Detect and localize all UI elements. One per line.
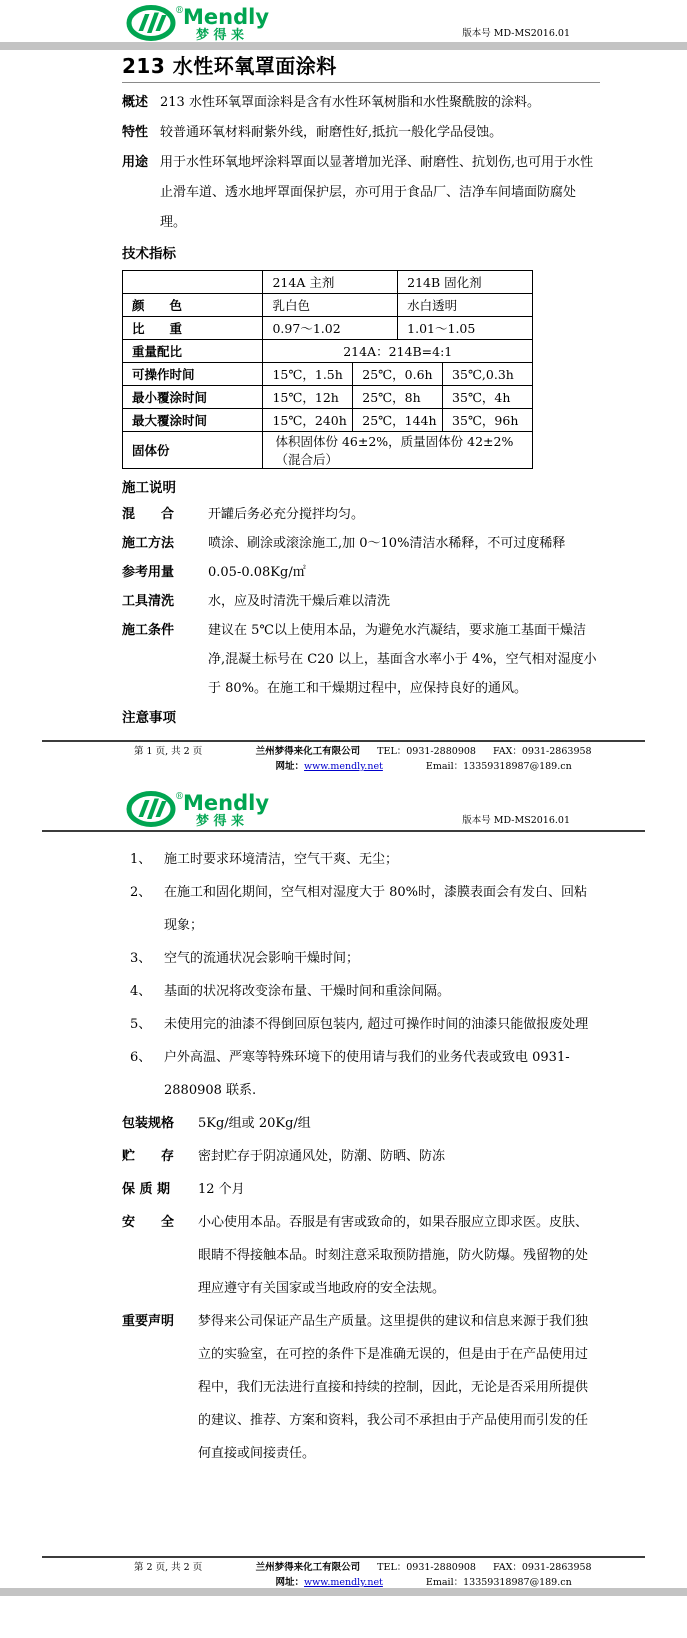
footer-contact-block (202, 744, 645, 774)
precaution-item-6 (122, 1041, 600, 1107)
storage-text: 密封贮存于阴凉通风处，防潮、防晒、防冻 (198, 1149, 446, 1164)
min-recoat-35c: 35℃，4h (443, 386, 533, 409)
table-row-max-recoat (123, 409, 533, 432)
statement-row (122, 1305, 600, 1470)
min-recoat-15c: 15℃，12h (263, 386, 353, 409)
safety-label: 安 全 (122, 1215, 175, 1230)
mix-text: 开罐后务必充分搅拌均匀。 (208, 507, 365, 522)
overview-text: 213 水性环氧罩面涂料是含有水性环氧树脂和水性聚酰胺的涂料。 (160, 95, 540, 110)
brand-name-cn: 梦 得 来 (196, 814, 245, 828)
mix-label: 混 合 (122, 507, 175, 522)
max-recoat-25c: 25℃，144h (353, 409, 443, 432)
condition-text: 建议在 5℃以上使用本品，为避免水汽凝结，要求施工基面干燥洁净,混凝土标号在 C20 以上，基面含水率小于 4%，空气相对湿度小于 80%。在施工和干燥期过程中，应保持良好的通风。 (208, 623, 597, 696)
ratio-value: 214A：214B=4:1 (263, 340, 533, 363)
table-corner-cell (123, 271, 263, 294)
brand-name: Mendly (183, 5, 270, 29)
safety-row (122, 1206, 600, 1305)
website-label: 网址： (275, 761, 305, 772)
page-number-info: 第 1 页, 共 2 页 (134, 746, 203, 757)
shelf-life-label: 保 质 期 (122, 1182, 171, 1197)
item-text: 空气的流通状况会影响干燥时间； (164, 951, 360, 966)
item-number: 2、 (130, 885, 152, 900)
construction-title: 施工说明 (122, 480, 176, 496)
tech-specs-table (122, 270, 533, 469)
packing-label: 包装规格 (122, 1116, 175, 1131)
footer-line1 (256, 746, 592, 757)
feature-row (122, 118, 600, 148)
usage-text: 用于水性环氧地坪涂料罩面以显著增加光泽、耐磨性、抗划伤,也可用于水性止滑车道、透水地坪罩面保护层，亦可用于食品厂、洁净车间墙面防腐处理。 (160, 155, 594, 230)
color-214b: 水白透明 (398, 294, 533, 317)
item-text: 基面的状况将改变涂布量、干燥时间和重涂间隔。 (164, 984, 451, 999)
tool-cleaning-text: 水，应及时清洗干燥后难以清洗 (208, 594, 391, 609)
packing-row (122, 1107, 600, 1140)
min-recoat-label: 最小覆涂时间 (123, 386, 263, 409)
item-number: 1、 (130, 852, 152, 867)
color-label: 颜 色 (123, 294, 263, 317)
header-divider-band (0, 42, 687, 50)
gravity-label: 比 重 (123, 317, 263, 340)
feature-label: 特性 (122, 125, 149, 140)
pot-life-35c: 35℃,0.3h (443, 363, 533, 386)
storage-row (122, 1140, 600, 1173)
company-name: 兰州梦得来化工有限公司 (255, 746, 361, 757)
precaution-item-4 (122, 975, 600, 1008)
method-row (122, 529, 600, 558)
statement-label: 重要声明 (122, 1314, 175, 1329)
construction-rows (122, 500, 600, 703)
version-label: 版本号 MD-MS2016.01 (462, 815, 570, 826)
table-row-min-recoat (123, 386, 533, 409)
max-recoat-35c: 35℃，96h (443, 409, 533, 432)
safety-text: 小心使用本品。吞服是有害或致命的，如果吞服应立即求医。皮肤、眼睛不得接触本品。时刻注意采取预防措施，防火防爆。残留物的处理应遵守有关国家或当地政府的安全法规。 (198, 1215, 589, 1296)
shelf-life-row (122, 1173, 600, 1206)
solids-value: 体积固体份 46±2%，质量固体份 42±2%（混合后） (263, 432, 533, 469)
storage-label: 贮 存 (122, 1149, 175, 1164)
solids-label: 固体份 (123, 432, 263, 469)
version-label: 版本号 MD-MS2016.01 (462, 28, 570, 39)
pot-life-label: 可操作时间 (123, 363, 263, 386)
page2-content (122, 843, 600, 1470)
tech-specs-title: 技术指标 (122, 246, 176, 262)
mendly-logo-icon (126, 788, 288, 828)
page-bottom-band (0, 1588, 687, 1596)
page-1 (0, 0, 687, 780)
min-recoat-25c: 25℃，8h (353, 386, 443, 409)
precaution-item-3 (122, 942, 600, 975)
statement-text: 梦得来公司保证产品生产质量。这里提供的建议和信息来源于我们独立的实验室，在可控的条件下是准确无误的，但是由于在产品使用过程中，我们无法进行直接和持续的控制，因此，无论是否采用所提供的建议、推荐、方案和资料，我公司不承担由于产品使用而引发的任何直接或间接责任。 (198, 1314, 589, 1461)
max-recoat-15c: 15℃，240h (263, 409, 353, 432)
item-number: 4、 (130, 984, 152, 999)
gravity-214a: 0.97～1.02 (263, 317, 398, 340)
footer-contact-block (202, 1560, 645, 1590)
fax-number: FAX：0931-2863958 (492, 746, 592, 757)
registered-mark: ® (175, 6, 184, 16)
method-text: 喷涂、刷涂或滚涂施工,加 0～10%清洁水稀释，不可过度稀释 (208, 536, 566, 551)
overview-row (122, 88, 600, 118)
page1-content (122, 53, 600, 730)
condition-row (122, 616, 600, 703)
brand-name: Mendly (183, 791, 270, 815)
company-name: 兰州梦得来化工有限公司 (255, 1562, 361, 1573)
dosage-label: 参考用量 (122, 565, 175, 580)
item-text: 户外高温、严寒等特殊环境下的使用请与我们的业务代表或致电 0931-2880908 联系. (164, 1050, 570, 1098)
mendly-logo-icon (126, 2, 288, 42)
tool-cleaning-label: 工具清洗 (122, 594, 175, 609)
item-text: 未使用完的油漆不得倒回原包装内, 超过可操作时间的油漆只能做报废处理 (164, 1017, 589, 1032)
precaution-item-2 (122, 876, 600, 942)
feature-text: 较普通环氧材料耐紫外线，耐磨性好,抵抗一般化学品侵蚀。 (160, 125, 503, 140)
fax-number: FAX：0931-2863958 (492, 1562, 592, 1573)
tel-number: TEL：0931-2880908 (377, 746, 476, 757)
brand-name-cn: 梦 得 来 (196, 28, 245, 42)
precautions-title: 注意事项 (122, 710, 176, 726)
page1-header (0, 0, 687, 42)
precaution-item-1 (122, 843, 600, 876)
email-address: Email：13359318987@189.cn (425, 761, 572, 772)
precaution-item-5 (122, 1008, 600, 1041)
table-row-color (123, 294, 533, 317)
method-label: 施工方法 (122, 536, 175, 551)
table-row-gravity (123, 317, 533, 340)
page2-header (0, 780, 687, 828)
table-row-header (123, 271, 533, 294)
dosage-row (122, 558, 600, 587)
item-text: 在施工和固化期间，空气相对湿度大于 80%时，漆膜表面会有发白、回粘现象； (164, 885, 588, 933)
pot-life-25c: 25℃，0.6h (353, 363, 443, 386)
color-214a: 乳白色 (263, 294, 398, 317)
website-label: 网址： (275, 1577, 305, 1588)
item-number: 5、 (130, 1017, 152, 1032)
page-2 (0, 780, 687, 1638)
tool-cleaning-row (122, 587, 600, 616)
table-row-ratio (123, 340, 533, 363)
pot-life-15c: 15℃，1.5h (263, 363, 353, 386)
tel-number: TEL：0931-2880908 (377, 1562, 476, 1573)
col-214b-header: 214B 固化剂 (398, 271, 533, 294)
footer-line2 (276, 1577, 572, 1588)
table-row-pot-life (123, 363, 533, 386)
email-address: Email：13359318987@189.cn (425, 1577, 572, 1588)
page1-footer (42, 740, 645, 774)
usage-row (122, 148, 600, 238)
mix-row (122, 500, 600, 529)
page2-footer (42, 1556, 645, 1590)
overview-label: 概述 (122, 95, 149, 110)
table-row-solids (123, 432, 533, 469)
footer-line1 (256, 1562, 592, 1573)
shelf-life-text: 12 个月 (198, 1182, 245, 1197)
website-link[interactable]: www.mendly.net (304, 761, 383, 772)
dosage-text: 0.05-0.08Kg/㎡ (208, 565, 306, 580)
ratio-label: 重量配比 (123, 340, 263, 363)
intro-rows (122, 88, 600, 238)
page-title: 213 水性环氧罩面涂料 (122, 53, 600, 83)
page-number-info: 第 2 页, 共 2 页 (134, 1562, 203, 1573)
footer-line2 (276, 761, 572, 772)
condition-label: 施工条件 (122, 623, 175, 638)
packing-text: 5Kg/组或 20Kg/组 (198, 1116, 311, 1131)
item-text: 施工时要求环境清洁，空气干爽、无尘； (164, 852, 399, 867)
col-214a-header: 214A 主剂 (263, 271, 398, 294)
header-rule (42, 830, 645, 832)
max-recoat-label: 最大覆涂时间 (123, 409, 263, 432)
item-number: 3、 (130, 951, 152, 966)
gravity-214b: 1.01～1.05 (398, 317, 533, 340)
usage-label: 用途 (122, 155, 149, 170)
item-number: 6、 (130, 1050, 152, 1065)
website-link[interactable]: www.mendly.net (304, 1577, 383, 1588)
registered-mark: ® (175, 792, 184, 802)
